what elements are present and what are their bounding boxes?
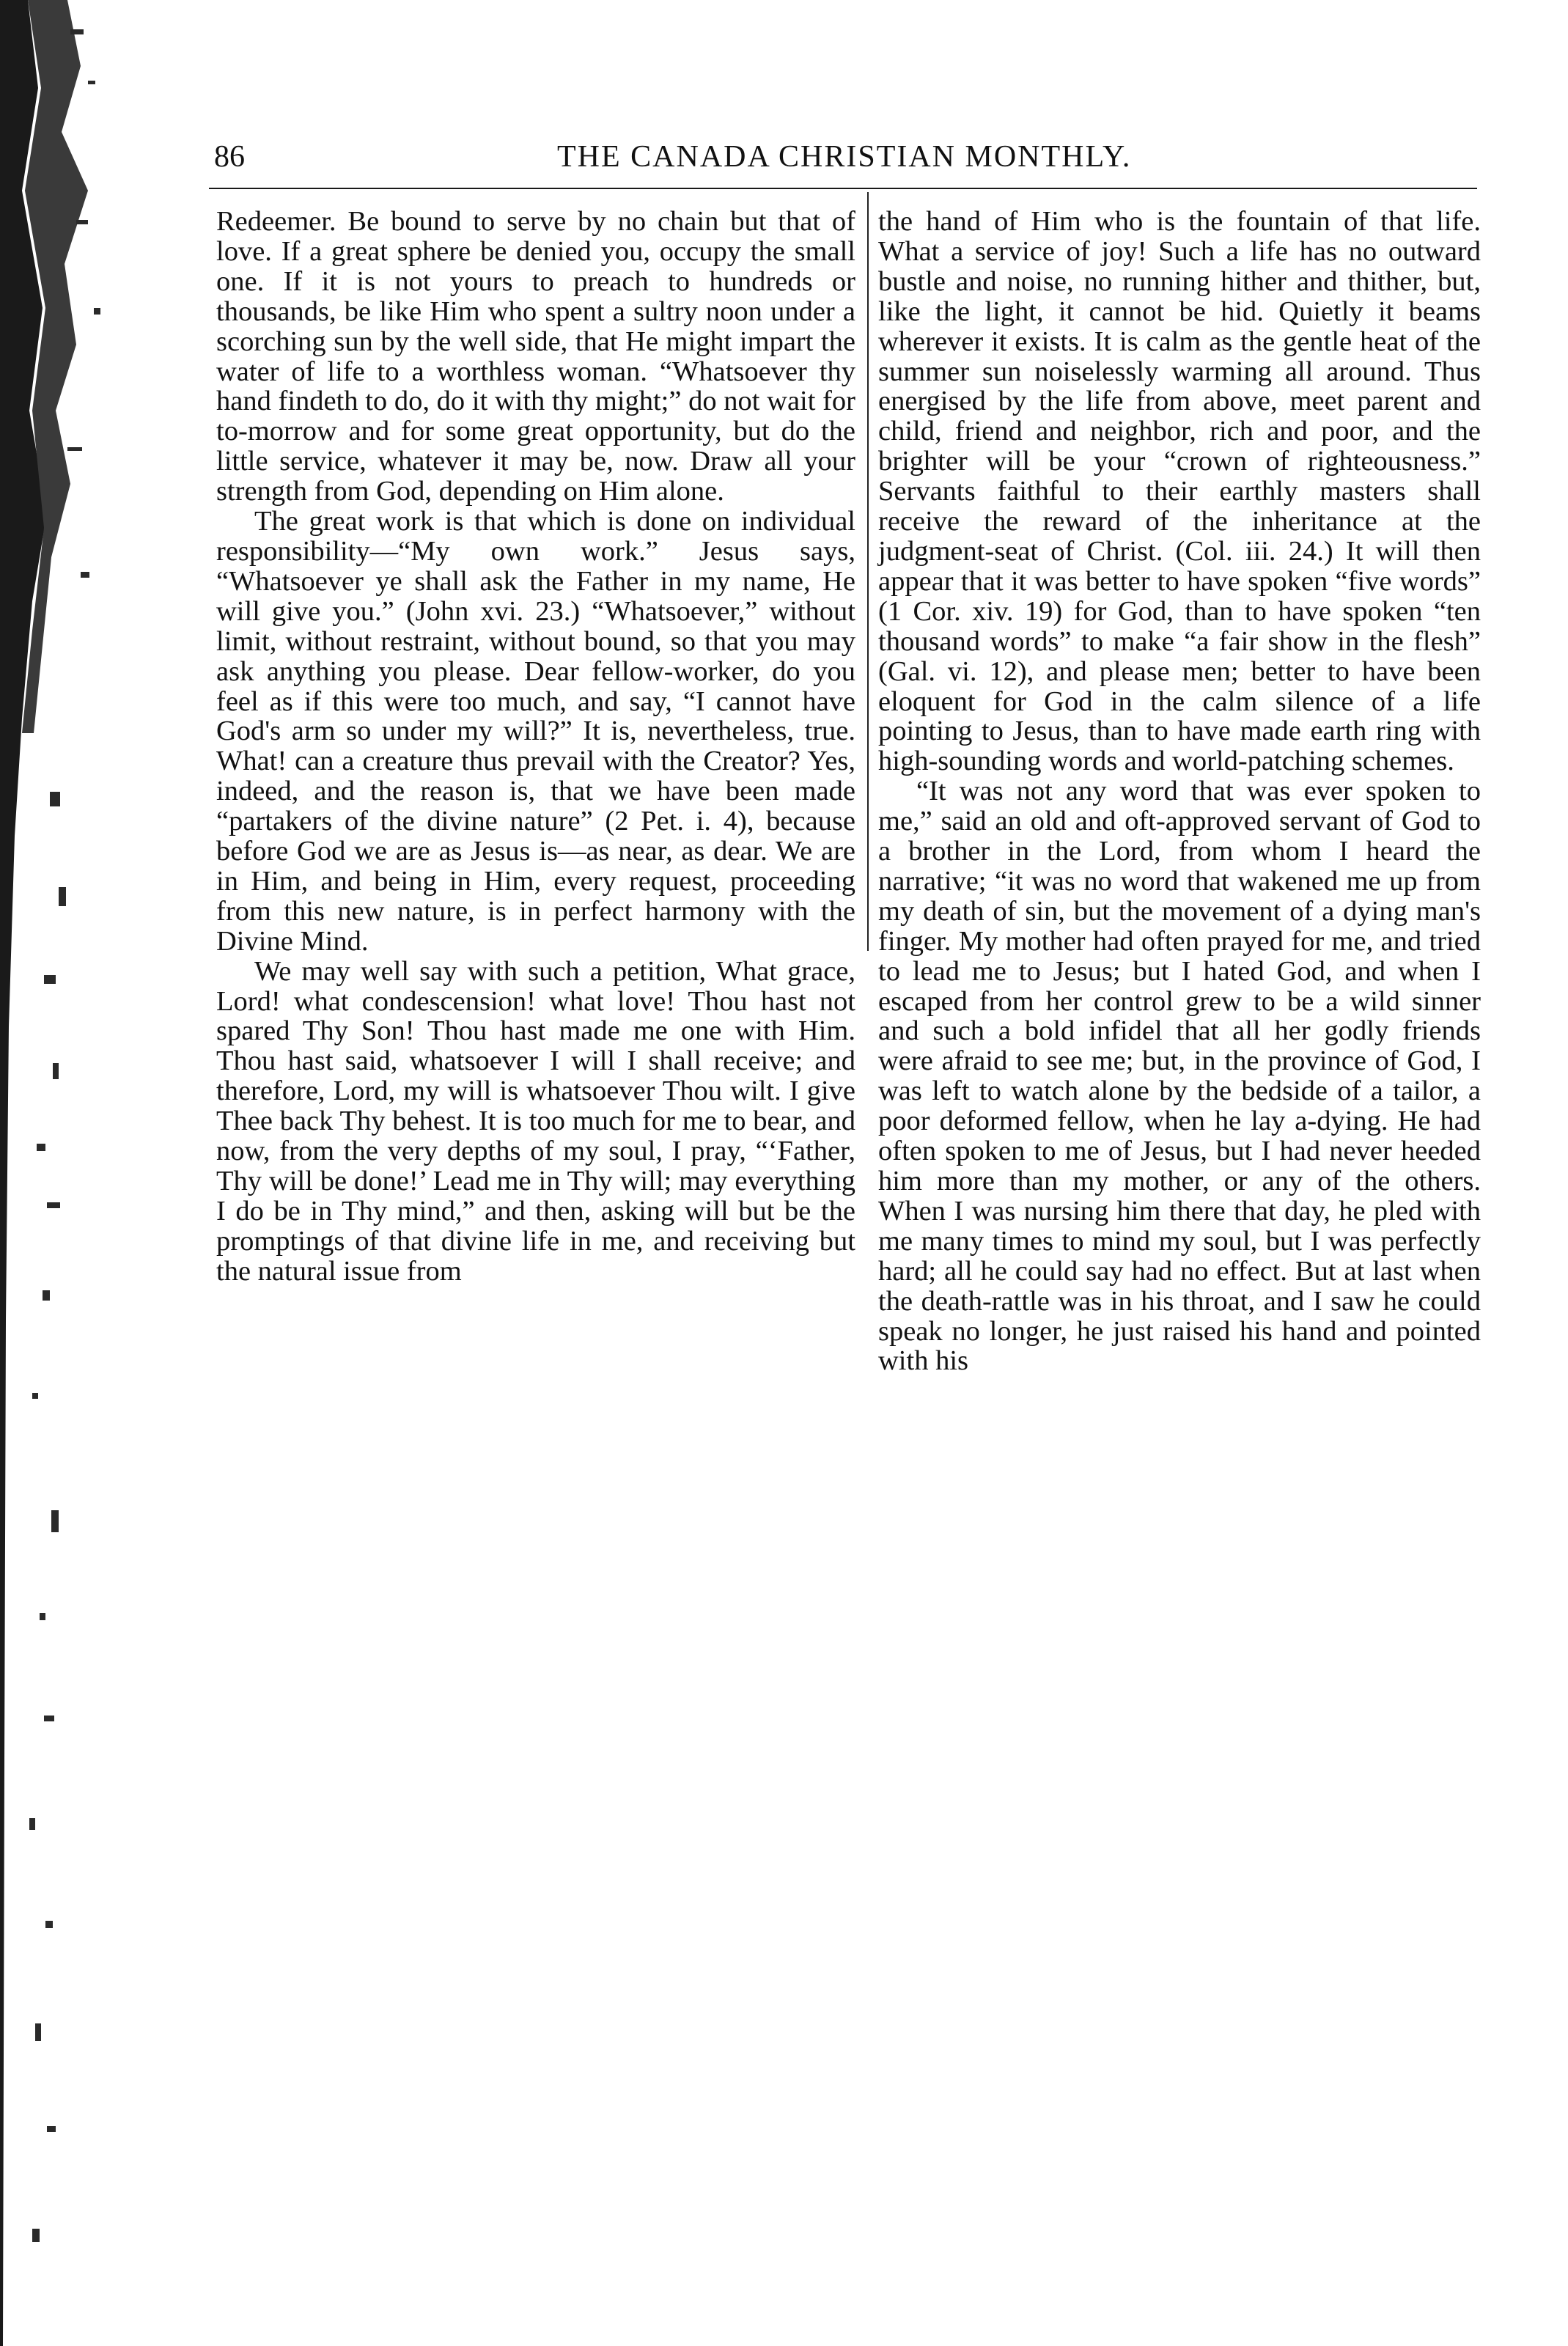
page-number: 86 xyxy=(214,140,245,174)
left-paragraph-2: The great work is that which is done on individual responsibility—“My own work.” Jesus says, “Whatsoever ye shall ask the Father in my name, He will give you.” (John xvi. 23.) “Whatsoever,” without limit, without restraint, without bound, so that you may ask anything you please. Dear fellow-worker, do you feel as if this were too much, and say, “I cannot have God's arm so under my will?” It is, nevertheless, true. What! can a creature thus prevail with the Creator? Yes, indeed, and the reason is, that we have been made “partakers of the divine nature” (2 Pet. i. 4), because before God we are as Jesus is—as near, as dear. We are in Him, and being in Him, every request, proceeding from this new nature, is in perfect harmony with the Divine Mind. xyxy=(216,506,855,957)
header-rule xyxy=(209,188,1477,189)
left-paragraph-1: Redeemer. Be bound to serve by no chain but that of love. If a great sphere be denied you, occupy the small one. If it is not yours to preach to hundreds or thousands, be like Him who spent a sultry noon under a scorching sun by the well side, that He might impart the water of life to a worthless woman. “Whatsoever thy hand findeth to do, do it with thy might;” do not wait for to-morrow and for some great opportunity, but do the little service, whatever it may be, now. Draw all your strength from God, depending on Him alone. xyxy=(216,206,855,507)
running-title: THE CANADA CHRISTIAN MONTHLY. xyxy=(557,140,1132,174)
right-paragraph-1: the hand of Him who is the fountain of that life. What a service of joy! Such a life has no outward bustle and noise, no running hither and thither, but, like the light, it cannot be hid. Quietly it beams wherever it exists. It is calm as the gentle heat of the summer sun noiselessly warming all around. Thus energised by the life from above, meet parent and child, friend and neighbor, rich and poor, and the brighter will be your “crown of righteousness.” Servants faithful to their earthly masters shall receive the reward of the inheritance at the judgment-seat of Christ. (Col. iii. 24.) It will then appear that it was better to have spoken “five words” (1 Cor. xiv. 19) for God, than to have spoken “ten thousand words” to make “a fair show in the flesh” (Gal. vi. 12), and please men; better to have been eloquent for God in the calm silence of a life pointing to Jesus, than to have made earth ring with high-sounding words and world-patching schemes. xyxy=(878,206,1481,777)
right-paragraph-2: “It was not any word that was ever spoken to me,” said an old and oft-approved servant of God to a brother in the Lord, from whom I heard the narrative; “it was no word that wakened me up from my death of sin, but the movement of a dying man's finger. My mother had often prayed for me, and tried to lead me to Jesus; but I hated God, and when I escaped from her control grew to be a wild sinner and such a bold infidel that all her godly friends were afraid to see me; but, in the province of God, I was left to watch alone by the bedside of a tailor, a poor deformed fellow, when he lay a-dying. He had often spoken to me of Jesus, but I had never heeded him more than my mother, or any of the others. When I was nursing him there that day, he pled with me many times to mind my soul, but I was perfectly hard; all he could say had no effect. But at last when the death-rattle was in his throat, and I saw he could speak no longer, he just raised his hand and pointed with his xyxy=(878,776,1481,1377)
right-column xyxy=(878,207,1481,1376)
left-column xyxy=(216,207,855,1287)
scanned-binding-edge xyxy=(0,0,110,2346)
column-divider xyxy=(867,192,869,951)
left-paragraph-3: We may well say with such a petition, What grace, Lord! what condescension! what love! Thou hast not spared Thy Son! Thou hast made me one with Him. Thou hast said, whatsoever I will I shall receive; and therefore, Lord, my will is whatsoever Thou wilt. I give Thee back Thy behest. It is too much for me to bear, and now, from the very depths of my soul, I pray, “‘Father, Thy will be done!’ Lead me in Thy will; may everything I do be in Thy mind,” and then, asking will but be the promptings of that divine life in me, and receiving but the natural issue from xyxy=(216,955,855,1287)
